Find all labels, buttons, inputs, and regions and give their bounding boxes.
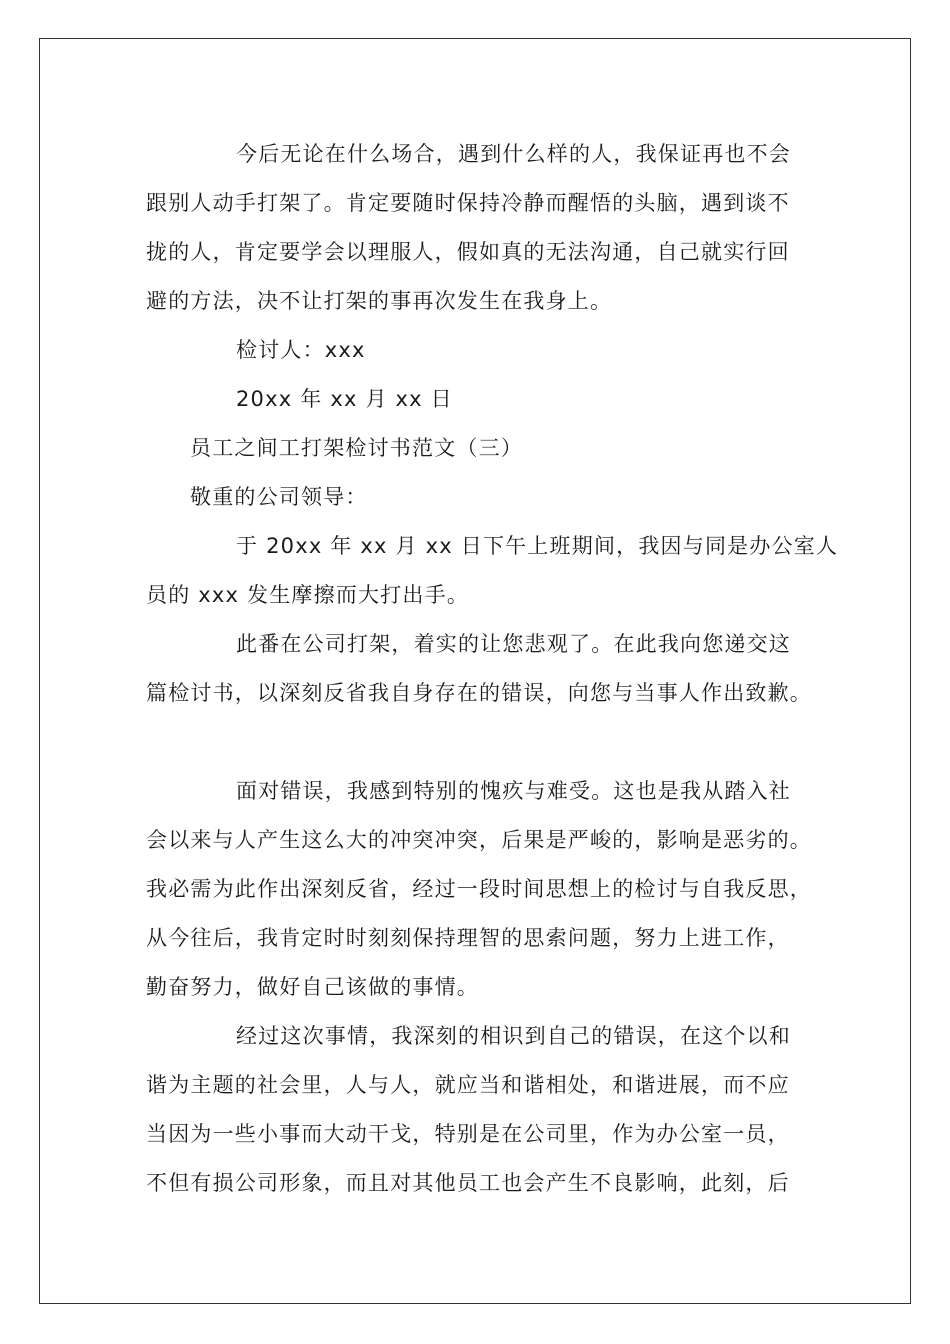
salutation: 敬重的公司领导： <box>190 485 368 509</box>
paragraph-line: 经过这次事情，我深刻的相识到自己的错误，在这个以和 <box>236 1024 791 1048</box>
paragraph-line: 从今往后，我肯定时时刻刻保持理智的思索问题，努力上进工作， <box>146 926 790 950</box>
section-title: 员工之间工打架检讨书范文（三） <box>190 436 523 460</box>
paragraph-line: 此番在公司打架，着实的让您悲观了。在此我向您递交这 <box>236 632 791 656</box>
paragraph-line: 不但有损公司形象，而且对其他员工也会产生不良影响，此刻，后 <box>146 1171 790 1195</box>
document-body <box>146 130 839 1208</box>
paragraph-line: 会以来与人产生这么大的冲突冲突，后果是严峻的，影响是恶劣的。 <box>146 828 812 852</box>
paragraph-line: 勤奋努力，做好自己该做的事情。 <box>146 975 479 999</box>
blank-line <box>146 718 826 767</box>
date-line: 20xx 年 xx 月 xx 日 <box>236 387 453 411</box>
paragraph-line: 拢的人，肯定要学会以理服人，假如真的无法沟通，自己就实行回 <box>146 240 790 264</box>
paragraph-line: 篇检讨书，以深刻反省我自身存在的错误，向您与当事人作出致歉。 <box>146 681 812 705</box>
paragraph-line: 员的 xxx 发生摩擦而大打出手。 <box>146 583 470 607</box>
paragraph-line: 今后无论在什么场合，遇到什么样的人，我保证再也不会 <box>236 142 791 166</box>
paragraph-line: 面对错误，我感到特别的愧疚与难受。这也是我从踏入社 <box>236 779 791 803</box>
paragraph-line: 谐为主题的社会里，人与人，就应当和谐相处，和谐进展，而不应 <box>146 1073 790 1097</box>
paragraph-line: 我必需为此作出深刻反省，经过一段时间思想上的检讨与自我反思， <box>146 877 812 901</box>
paragraph-line: 避的方法，决不让打架的事再次发生在我身上。 <box>146 289 613 313</box>
signature-line: 检讨人：xxx <box>236 338 366 362</box>
paragraph-line: 于 20xx 年 xx 月 xx 日下午上班期间，我因与同是办公室人 <box>236 534 839 558</box>
paragraph-line: 跟别人动手打架了。肯定要随时保持冷静而醒悟的头脑，遇到谈不 <box>146 191 790 215</box>
paragraph-line: 当因为一些小事而大动干戈，特别是在公司里，作为办公室一员， <box>146 1122 790 1146</box>
